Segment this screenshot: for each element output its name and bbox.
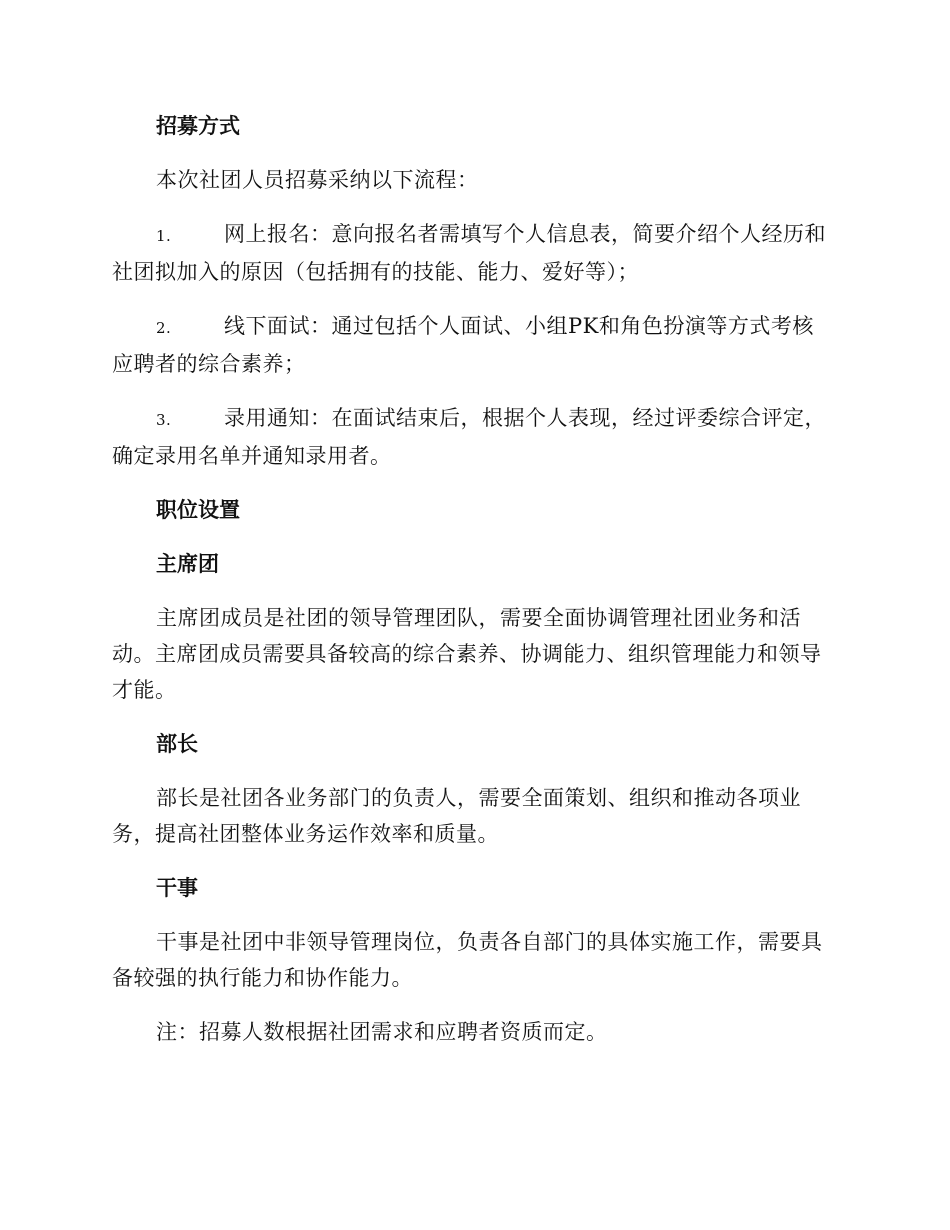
list-item — [112, 400, 834, 474]
presidium-paragraph: 主席团成员是社团的领导管理团队，需要全面协调管理社团业务和活动。主席团成员需要具备较高的综合素养、协调能力、组织管理能力和领导才能。 — [112, 606, 822, 702]
minister-paragraph: 部长是社团各业务部门的负责人，需要全面策划、组织和推动各项业务，提高社团整体业务运作效率和质量。 — [112, 786, 801, 846]
recruit-method-heading: 招募方式 — [156, 113, 240, 138]
note-paragraph: 注：招募人数根据社团需求和应聘者资质而定。 — [156, 1020, 608, 1044]
list-text: 线下面试：通过包括个人面试、小组PK和角色扮演等方式考核应聘者的综合素养； — [112, 314, 814, 376]
document-body — [112, 108, 834, 1050]
list-number: 2. — [156, 319, 172, 337]
list-number: 3. — [156, 411, 172, 429]
minister-heading: 部长 — [156, 731, 198, 756]
positions-heading: 职位设置 — [156, 497, 240, 522]
presidium-heading: 主席团 — [156, 551, 219, 576]
list-item — [112, 308, 834, 382]
recruit-intro-paragraph: 本次社团人员招募采纳以下流程： — [156, 168, 479, 192]
list-number: 1. — [156, 227, 172, 245]
list-item — [112, 216, 834, 290]
list-text: 录用通知：在面试结束后，根据个人表现，经过评委综合评定，确定录用名单并通知录用者。 — [112, 406, 826, 468]
list-text: 网上报名：意向报名者需填写个人信息表，简要介绍个人经历和社团拟加入的原因（包括拥有的技能、能力、爱好等）； — [112, 222, 826, 284]
officer-paragraph: 干事是社团中非领导管理岗位，负责各自部门的具体实施工作，需要具备较强的执行能力和协作能力。 — [112, 930, 823, 990]
officer-heading: 干事 — [156, 875, 198, 900]
